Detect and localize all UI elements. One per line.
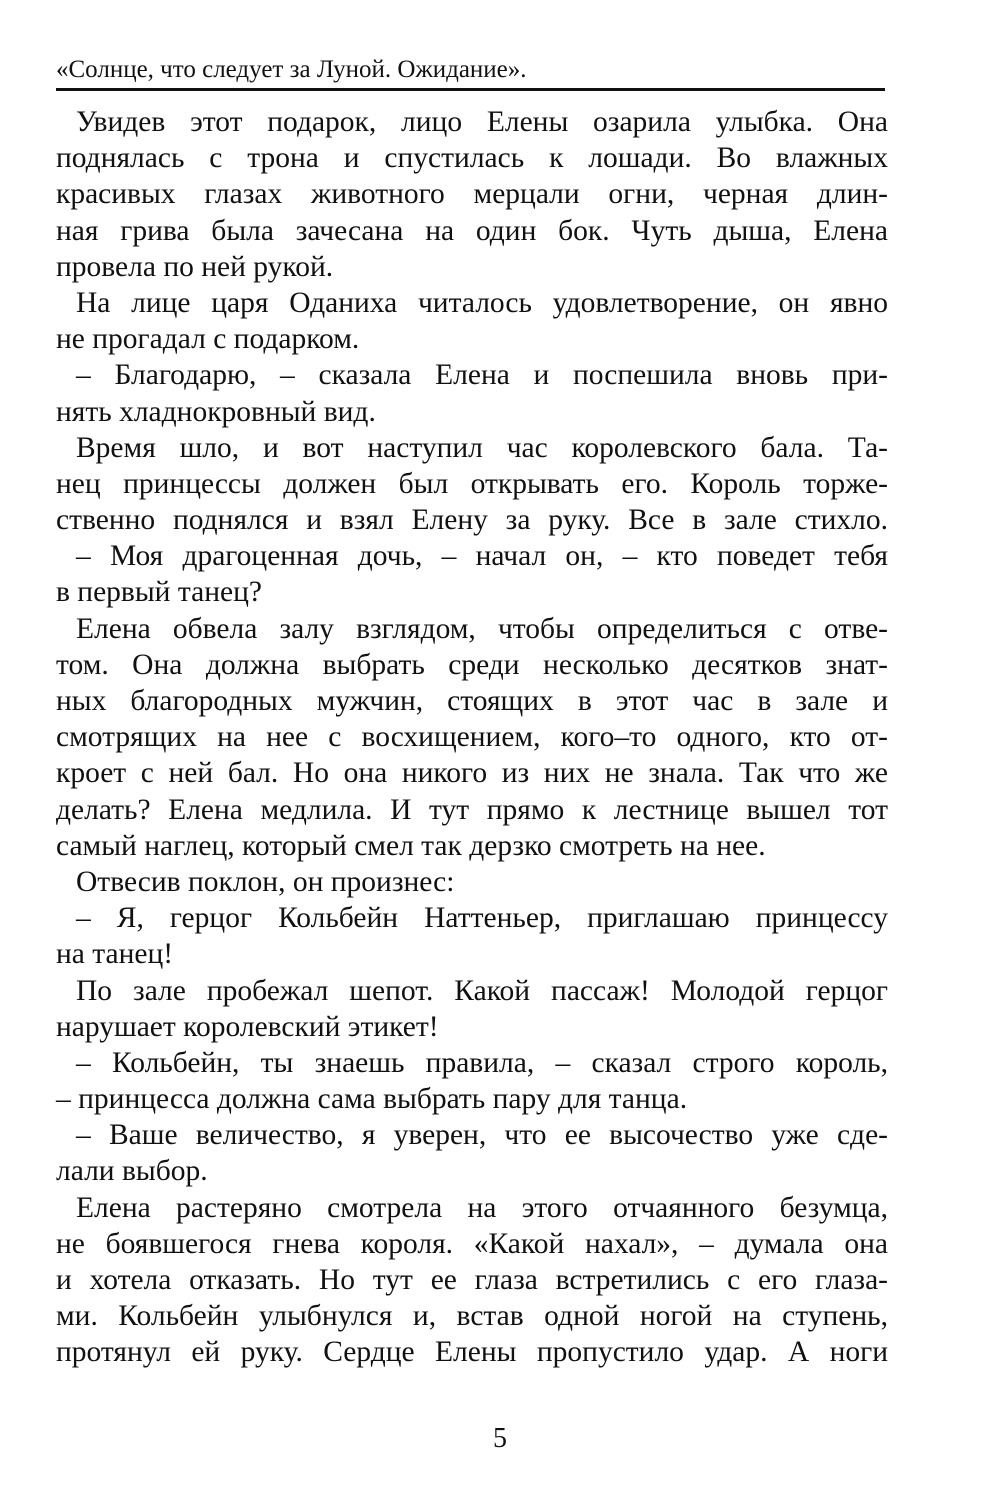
page-number-label: 5: [493, 1423, 507, 1454]
header-rule: [56, 88, 885, 91]
text-line: смотрящих на нее с восхищением, кого–то одного, кто от-: [56, 721, 888, 754]
text-line: не прогадал с подарком.: [56, 323, 360, 356]
text-line: ных благородных мужчин, стоящих в этот час в зале и: [56, 685, 888, 717]
text-line: – принцесса должна сама выбрать пару для танца.: [56, 1083, 688, 1116]
text-line: поднялась с трона и спустилась к лошади. Во влажных: [56, 142, 888, 175]
text-line: том. Она должна выбрать среди несколько десятков знат-: [56, 648, 888, 681]
running-head: «Солнце, что следует за Луной. Ожидание».: [56, 56, 527, 83]
text-line: Время шло, и вот наступил час королевского бала. Та-: [76, 431, 888, 464]
text-line: в первый танец?: [56, 576, 262, 609]
text-line: – Ваше величество, я уверен, что ее высочество уже сде-: [76, 1119, 888, 1152]
text-line: Отвесив поклон, он произнес:: [76, 865, 455, 898]
text-line: делать? Елена медлила. И тут прямо к лестнице вышел тот: [56, 793, 888, 826]
text-line: Елена растеряно смотрела на этого отчаянного безумца,: [76, 1191, 888, 1224]
text-line: красивых глазах животного мерцали огни, черная длин-: [56, 178, 888, 211]
text-line: – Кольбейн, ты знаешь правила, – сказал строго король,: [76, 1046, 888, 1079]
text-line: – Благодарю, – сказала Елена и поспешила вновь при-: [76, 359, 888, 392]
text-line: кроет с ней бал. Но она никого из них не знала. Так что же: [56, 757, 888, 790]
text-line: ная грива была зачесана на один бок. Чуть дыша, Елена: [56, 214, 888, 247]
text-line: Увидев этот подарок, лицо Елены озарила улыбка. Она: [76, 106, 888, 138]
text-line: ми. Кольбейн улыбнулся и, встав одной ногой на ступень,: [56, 1300, 888, 1333]
text-line: и хотела отказать. Но тут ее глаза встретились с его глаза-: [56, 1264, 888, 1296]
text-line: На лице царя Оданиха читалось удовлетворение, он явно: [76, 286, 888, 319]
text-line: ственно поднялся и взял Елену за руку. Все в зале стихло.: [56, 504, 888, 537]
text-line: протянул ей руку. Сердце Елены пропустило удар. А ноги: [56, 1336, 888, 1369]
text-line: на танец!: [56, 938, 174, 971]
text-line: самый наглец, который смел так дерзко смотреть на нее.: [56, 829, 766, 862]
text-line: По зале пробежал шепот. Какой пассаж! Молодой герцог: [76, 974, 888, 1007]
text-line: нец принцессы должен был открывать его. Король торже-: [56, 467, 888, 500]
page-number: [0, 1422, 1000, 1456]
text-line: Елена обвела залу взглядом, чтобы определиться с отве-: [76, 612, 888, 645]
text-line: не боявшегося гнева короля. «Какой нахал», – думала она: [56, 1227, 888, 1260]
text-line: нять хладнокровный вид.: [56, 395, 376, 428]
text-line: – Я, герцог Кольбейн Наттеньер, приглашаю принцессу: [76, 902, 888, 935]
text-line: нарушает королевский этикет!: [56, 1010, 439, 1043]
text-line: – Моя драгоценная дочь, – начал он, – кто поведет тебя: [76, 540, 888, 573]
text-line: лали выбор.: [56, 1155, 208, 1188]
text-line: провела по ней рукой.: [56, 250, 334, 283]
body-text: [56, 104, 888, 1371]
